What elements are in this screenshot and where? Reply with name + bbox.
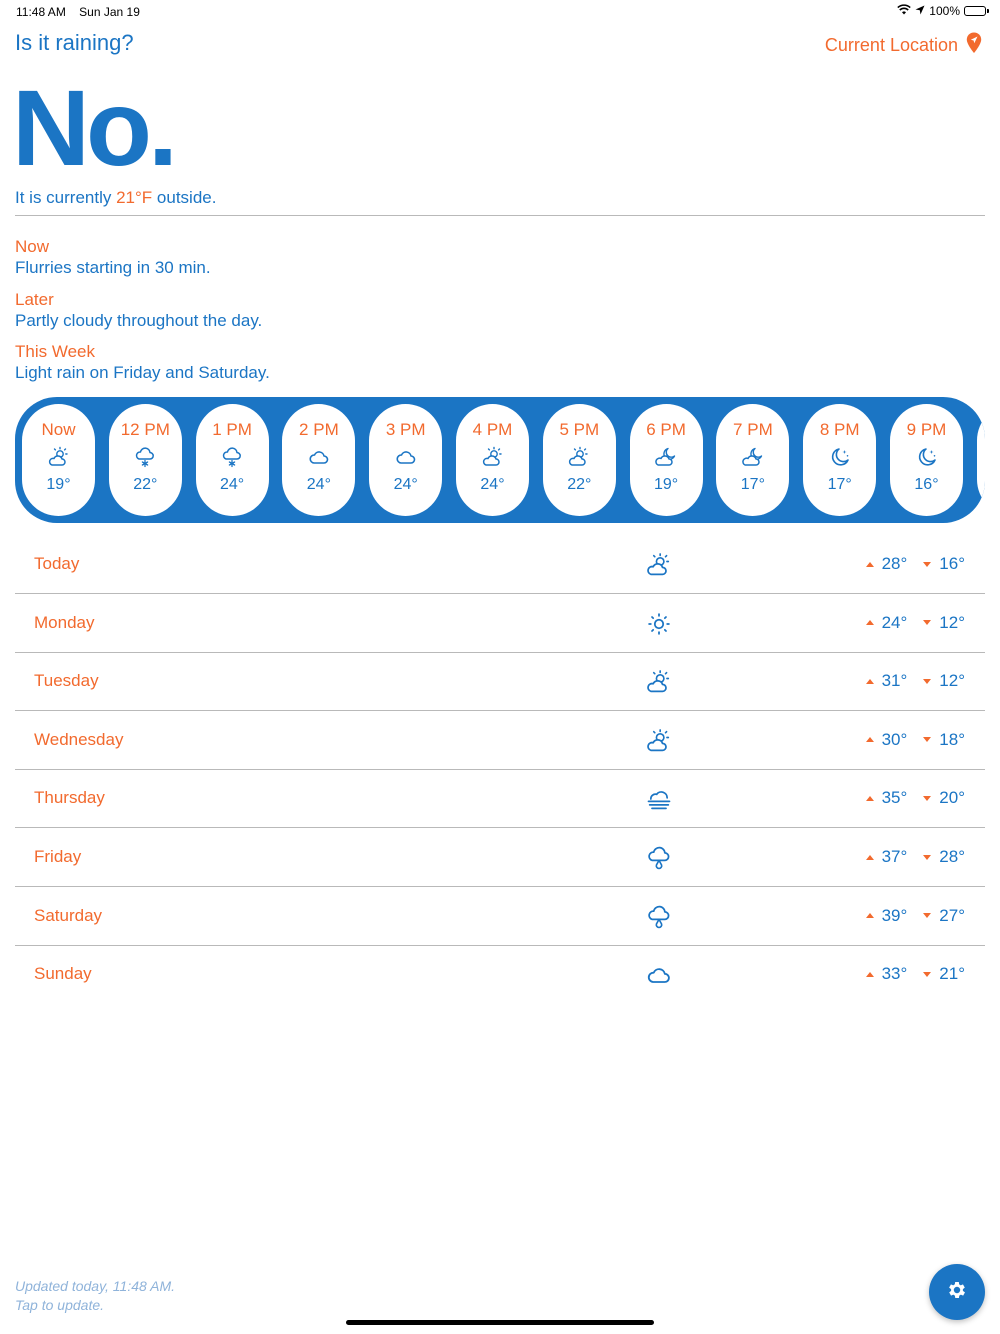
rain-answer: No.	[12, 67, 174, 188]
partly-cloudy-day-icon	[645, 668, 673, 696]
day-temps	[866, 906, 965, 926]
partly-cloudy-day-icon	[22, 442, 95, 472]
partly-cloudy-day-icon	[645, 551, 673, 579]
partly-cloudy-night-icon	[716, 442, 789, 472]
day-low: 27°	[939, 905, 965, 925]
cloud-icon	[369, 442, 442, 472]
summary-now	[15, 236, 211, 278]
status-date: Sun Jan 19	[79, 5, 140, 19]
location-pin-icon	[966, 32, 982, 59]
hour-label: 7 PM	[733, 420, 773, 439]
update-button[interactable]	[15, 1277, 175, 1315]
low-arrow-icon	[923, 972, 931, 977]
day-high: 39°	[881, 905, 908, 925]
low-arrow-icon	[923, 562, 931, 567]
fog-icon	[645, 785, 673, 813]
high-arrow-icon	[866, 913, 874, 918]
day-name: Sunday	[34, 964, 92, 984]
day-high: 24°	[881, 612, 908, 632]
current-suffix: outside.	[152, 188, 217, 207]
day-name: Today	[34, 554, 80, 573]
hourly-item[interactable]	[803, 404, 876, 516]
day-low: 12°	[939, 671, 965, 691]
current-location-button[interactable]	[825, 32, 982, 59]
hour-label: 9 PM	[906, 420, 947, 439]
snow-icon	[109, 442, 182, 472]
hour-temp: 19°	[653, 476, 679, 493]
gear-icon	[946, 1279, 968, 1306]
day-high: 28°	[881, 554, 908, 573]
high-arrow-icon	[866, 620, 874, 625]
hourly-item[interactable]	[282, 404, 355, 516]
summary-label: Later	[15, 290, 54, 309]
hour-temp: 22°	[567, 476, 592, 493]
hour-temp: 17°	[740, 476, 765, 493]
hour-temp: 19°	[46, 476, 71, 493]
summary-label: This Week	[15, 342, 95, 361]
location-label: Current Location	[824, 35, 958, 55]
daily-row[interactable]	[15, 946, 985, 1004]
status-bar	[0, 0, 1000, 24]
day-high: 35°	[881, 788, 908, 808]
hour-temp: 22°	[133, 476, 158, 493]
day-name: Thursday	[34, 788, 105, 808]
partly-cloudy-day-icon	[543, 442, 616, 472]
daily-row[interactable]	[15, 712, 985, 770]
hourly-item[interactable]	[369, 404, 442, 516]
battery-icon	[964, 6, 986, 16]
rain-icon	[645, 903, 673, 931]
hour-label: 5 PM	[559, 420, 600, 439]
partly-cloudy-day-icon	[456, 442, 529, 472]
high-arrow-icon	[866, 679, 874, 684]
low-arrow-icon	[923, 679, 931, 684]
day-temps	[866, 730, 965, 750]
current-conditions	[15, 188, 216, 208]
status-right	[897, 4, 986, 18]
day-temps	[866, 554, 965, 574]
hour-label: 4 PM	[472, 420, 513, 439]
hourly-item[interactable]	[543, 404, 616, 516]
cloud-icon	[645, 961, 673, 989]
cloud-icon	[282, 442, 355, 472]
day-high: 33°	[881, 964, 908, 984]
day-name: Tuesday	[34, 671, 99, 691]
day-high: 30°	[881, 729, 908, 749]
partly-cloudy-night-icon	[630, 442, 703, 472]
daily-row[interactable]	[15, 829, 985, 887]
day-low: 28°	[939, 847, 965, 866]
day-high: 31°	[881, 671, 908, 691]
hourly-forecast-strip[interactable]	[15, 397, 985, 523]
tap-to-update-hint: Tap to update.	[15, 1297, 105, 1313]
hourly-item[interactable]	[890, 404, 963, 516]
day-temps	[866, 788, 965, 808]
sun-icon	[645, 610, 673, 638]
hourly-item[interactable]	[22, 404, 95, 516]
day-temps	[866, 613, 965, 633]
wifi-icon	[897, 4, 911, 18]
summary-this-week	[15, 341, 270, 383]
partly-cloudy-day-icon	[645, 727, 673, 755]
day-low: 12°	[939, 612, 965, 632]
settings-button[interactable]	[929, 1264, 985, 1320]
hour-label: 8 PM	[819, 420, 860, 439]
day-low: 21°	[939, 964, 965, 984]
low-arrow-icon	[923, 796, 931, 801]
day-name: Wednesday	[34, 729, 124, 749]
hour-label: 2 PM	[299, 420, 339, 439]
location-arrow-icon	[915, 4, 925, 18]
day-name: Monday	[34, 612, 95, 632]
hour-temp: 24°	[219, 476, 245, 493]
day-low: 18°	[939, 729, 965, 749]
summary-text: Partly cloudy throughout the day.	[15, 311, 263, 330]
day-name: Saturday	[34, 905, 103, 925]
summary-text: Flurries starting in 30 min.	[15, 258, 211, 277]
low-arrow-icon	[923, 620, 931, 625]
low-arrow-icon	[923, 855, 931, 860]
day-low: 20°	[939, 788, 965, 808]
high-arrow-icon	[866, 737, 874, 742]
hour-label: 12 PM	[120, 420, 170, 439]
home-indicator	[346, 1320, 654, 1325]
low-arrow-icon	[923, 913, 931, 918]
hour-temp: 24°	[480, 476, 505, 493]
hour-temp: 17°	[827, 476, 852, 493]
hour-label: 6 PM	[646, 420, 686, 439]
daily-row[interactable]	[15, 536, 985, 594]
high-arrow-icon	[866, 562, 874, 567]
day-temps	[866, 847, 965, 867]
hourly-item-partial[interactable]	[977, 404, 985, 516]
status-time: 11:48 AM	[16, 5, 66, 19]
summary-text: Light rain on Friday and Saturday.	[15, 363, 270, 382]
hour-temp: 16°	[914, 476, 939, 493]
status-left	[16, 5, 150, 19]
high-arrow-icon	[866, 855, 874, 860]
hourly-item[interactable]	[456, 404, 529, 516]
hourly-item[interactable]	[716, 404, 789, 516]
low-arrow-icon	[923, 737, 931, 742]
rain-icon	[645, 844, 673, 872]
hour-temp: 24°	[393, 476, 418, 493]
high-arrow-icon	[866, 796, 874, 801]
updated-timestamp: Updated today, 11:48 AM.	[15, 1278, 176, 1294]
hour-temp: 24°	[306, 476, 331, 493]
day-low: 16°	[939, 554, 965, 573]
divider	[15, 215, 985, 216]
summary-later	[15, 289, 262, 331]
daily-row[interactable]	[15, 888, 985, 946]
current-prefix: It is currently	[15, 188, 117, 207]
hour-label: Now	[41, 420, 76, 439]
daily-row[interactable]	[15, 595, 985, 653]
high-arrow-icon	[866, 972, 874, 977]
summary-label: Now	[15, 237, 50, 256]
daily-row[interactable]	[15, 653, 985, 711]
current-temp: 21°F	[116, 188, 153, 207]
page-title: Is it raining?	[15, 30, 134, 55]
moon-icon	[890, 442, 963, 472]
day-temps	[866, 964, 965, 984]
day-temps	[866, 671, 965, 691]
daily-row[interactable]	[15, 770, 985, 828]
day-name: Friday	[34, 847, 82, 866]
hourly-item[interactable]	[630, 404, 703, 516]
day-high: 37°	[881, 847, 908, 866]
snow-icon	[196, 442, 269, 472]
hourly-item[interactable]	[196, 404, 269, 516]
battery-percent: 100%	[929, 4, 960, 18]
hour-label: 3 PM	[385, 420, 426, 439]
moon-icon	[803, 442, 876, 472]
hour-label: 1 PM	[212, 420, 252, 439]
hourly-item[interactable]	[109, 404, 182, 516]
